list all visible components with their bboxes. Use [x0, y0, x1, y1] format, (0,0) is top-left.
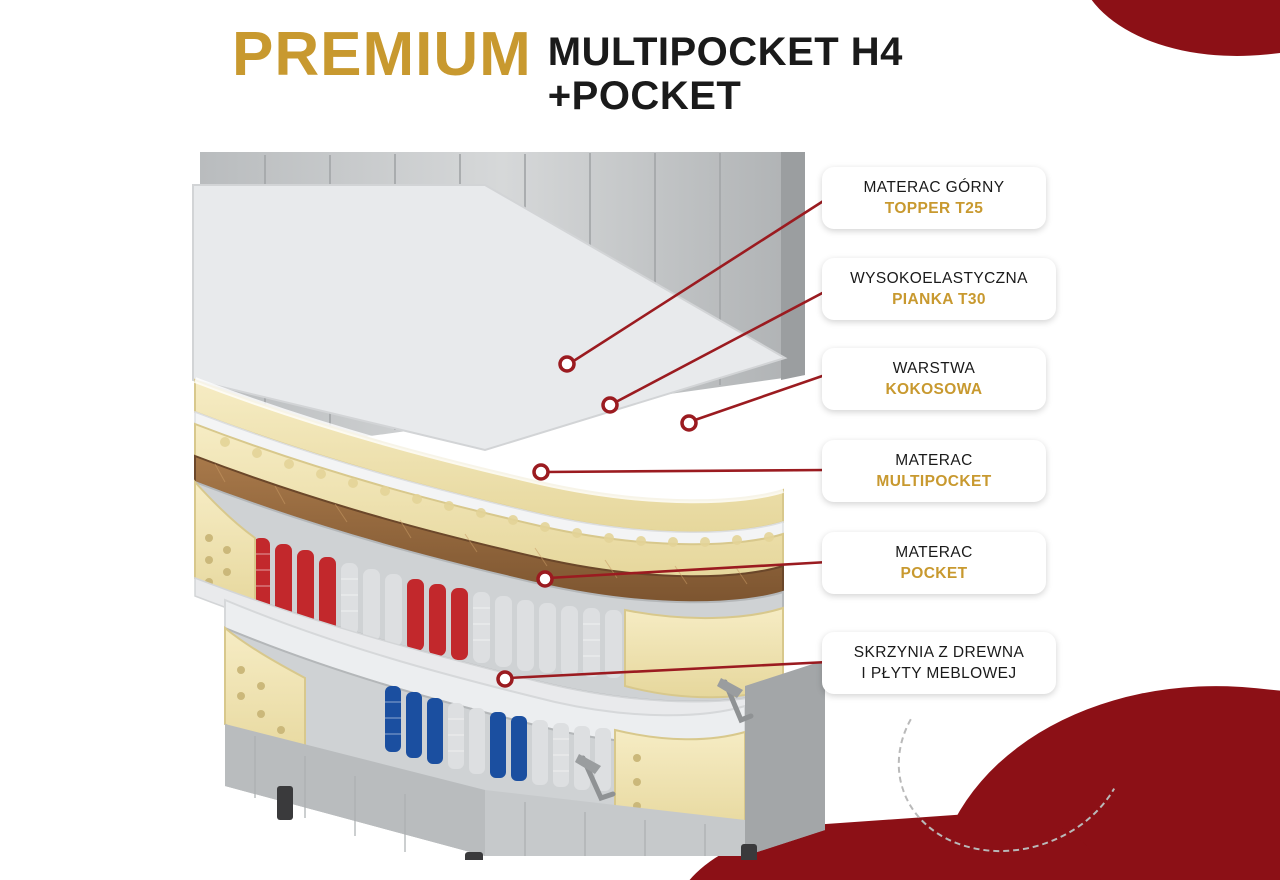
- title-subject: [548, 30, 903, 118]
- callout-topper-line1: MATERAC GÓRNY: [863, 179, 1005, 196]
- title-line-2: +POCKET: [547, 74, 742, 118]
- page-title: [232, 22, 1092, 118]
- callout-box-line2: I PŁYTY MEBLOWEJ: [861, 665, 1017, 682]
- callout-foam[interactable]: [822, 258, 1056, 320]
- title-line-1: MULTIPOCKET H4: [547, 30, 903, 74]
- callout-foam-line1: WYSOKOELASTYCZNA: [850, 270, 1028, 287]
- callout-multipocket-line1: MATERAC: [895, 452, 973, 469]
- callout-coconut-line2: KOKOSOWA: [885, 381, 983, 398]
- callout-foam-line2: PIANKA T30: [892, 291, 986, 308]
- callout-pocket-line2: POCKET: [900, 565, 968, 582]
- callout-multipocket[interactable]: [822, 440, 1046, 502]
- callout-coconut[interactable]: [822, 348, 1046, 410]
- title-accent-word: PREMIUM: [232, 20, 532, 89]
- callout-coconut-line1: WARSTWA: [892, 360, 976, 377]
- corner-decoration-top-right: [1073, 0, 1280, 73]
- callout-topper[interactable]: [822, 167, 1046, 229]
- callout-multipocket-line2: MULTIPOCKET: [876, 473, 992, 490]
- callout-pocket[interactable]: [822, 532, 1046, 594]
- bed-cutaway-illustration: [185, 130, 835, 860]
- callout-box-line1: SKRZYNIA Z DREWNA: [853, 644, 1025, 661]
- callout-box[interactable]: [822, 632, 1056, 694]
- callout-topper-line2: TOPPER T25: [884, 200, 984, 217]
- callout-pocket-line1: MATERAC: [895, 544, 973, 561]
